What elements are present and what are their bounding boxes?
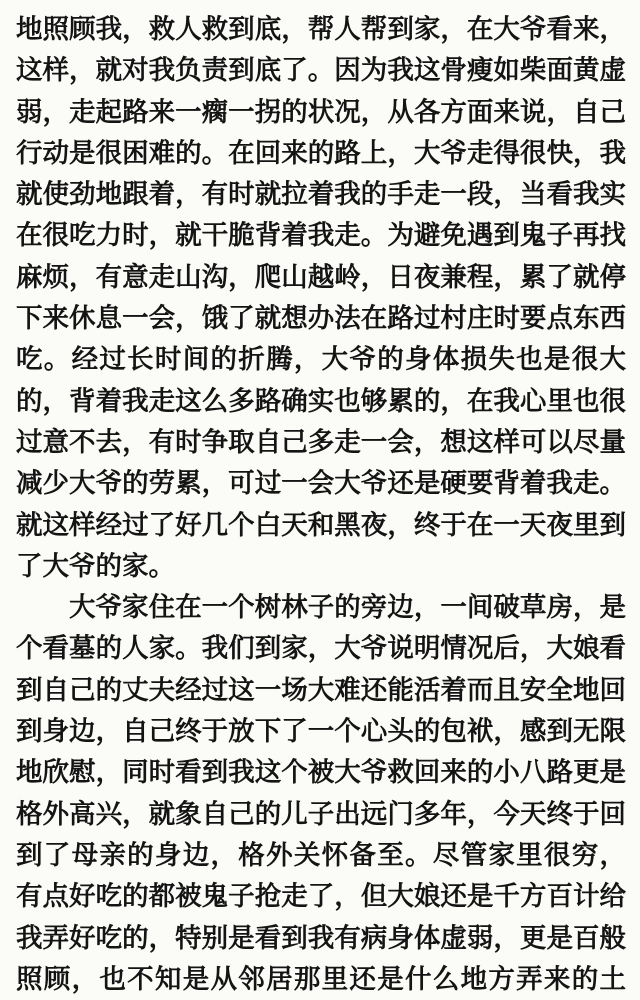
text-line-24: 照顾，也不知是从邻居那里还是什么地方弄来的土 bbox=[16, 963, 626, 995]
text-line-14: 了大爷的家。 bbox=[16, 550, 175, 582]
text-line-2: 这样，就对我负责到底了。因为我这骨瘦如柴面黄虚 bbox=[16, 55, 626, 87]
text-line-20: 格外高兴，就象自己的儿子出远门多年，今天终于回 bbox=[16, 798, 626, 830]
text-line-7: 麻烦，有意走山沟，爬山越岭，日夜兼程，累了就停 bbox=[16, 261, 626, 293]
text-line-11: 过意不去，有时争取自己多走一会，想这样可以尽量 bbox=[16, 426, 626, 458]
text-line-12: 减少大爷的劳累，可过一会大爷还是硬要背着我走。 bbox=[16, 468, 626, 500]
text-line-13: 就这样经过了好几个白天和黑夜，终于在一天夜里到 bbox=[16, 509, 626, 541]
text-line-6: 在很吃力时，就干脆背着我走。为避免遇到鬼子再找 bbox=[16, 220, 626, 252]
text-line-19: 地欣慰，同时看到我这个被大爷救回来的小八路更是 bbox=[16, 757, 626, 789]
text-line-15: 大爷家住在一个树林子的旁边，一间破草房，是 bbox=[69, 592, 626, 624]
text-line-16: 个看墓的人家。我们到家，大爷说明情况后，大娘看 bbox=[16, 633, 626, 665]
text-line-21: 到了母亲的身边，格外关怀备至。尽管家里很穷， bbox=[16, 839, 626, 871]
text-line-9: 吃。经过长时间的折腾，大爷的身体损失也是很大 bbox=[16, 344, 626, 376]
text-line-1: 地照顾我，救人救到底，帮人帮到家，在大爷看来， bbox=[16, 14, 626, 45]
text-line-3: 弱，走起路来一瘸一拐的状况，从各方面来说，自己 bbox=[16, 96, 626, 128]
text-line-4: 行动是很困难的。在回来的路上，大爷走得很快，我 bbox=[16, 137, 626, 169]
text-line-22: 有点好吃的都被鬼子抢走了，但大娘还是千方百计给 bbox=[16, 881, 626, 913]
text-line-23: 我弄好吃的，特别是看到我有病身体虚弱，更是百般 bbox=[16, 922, 626, 954]
text-line-18: 到身边，自己终于放下了一个心头的包袱，感到无限 bbox=[16, 716, 626, 748]
text-line-17: 到自己的丈夫经过这一场大难还能活着而且安全地回 bbox=[16, 674, 626, 706]
text-line-8: 下来休息一会，饿了就想办法在路过村庄时要点东西 bbox=[16, 303, 626, 335]
text-line-10: 的，背着我走这么多路确实也够累的，在我心里也很 bbox=[16, 385, 626, 417]
text-line-5: 就使劲地跟着，有时就拉着我的手走一段，当看我实 bbox=[16, 179, 626, 211]
